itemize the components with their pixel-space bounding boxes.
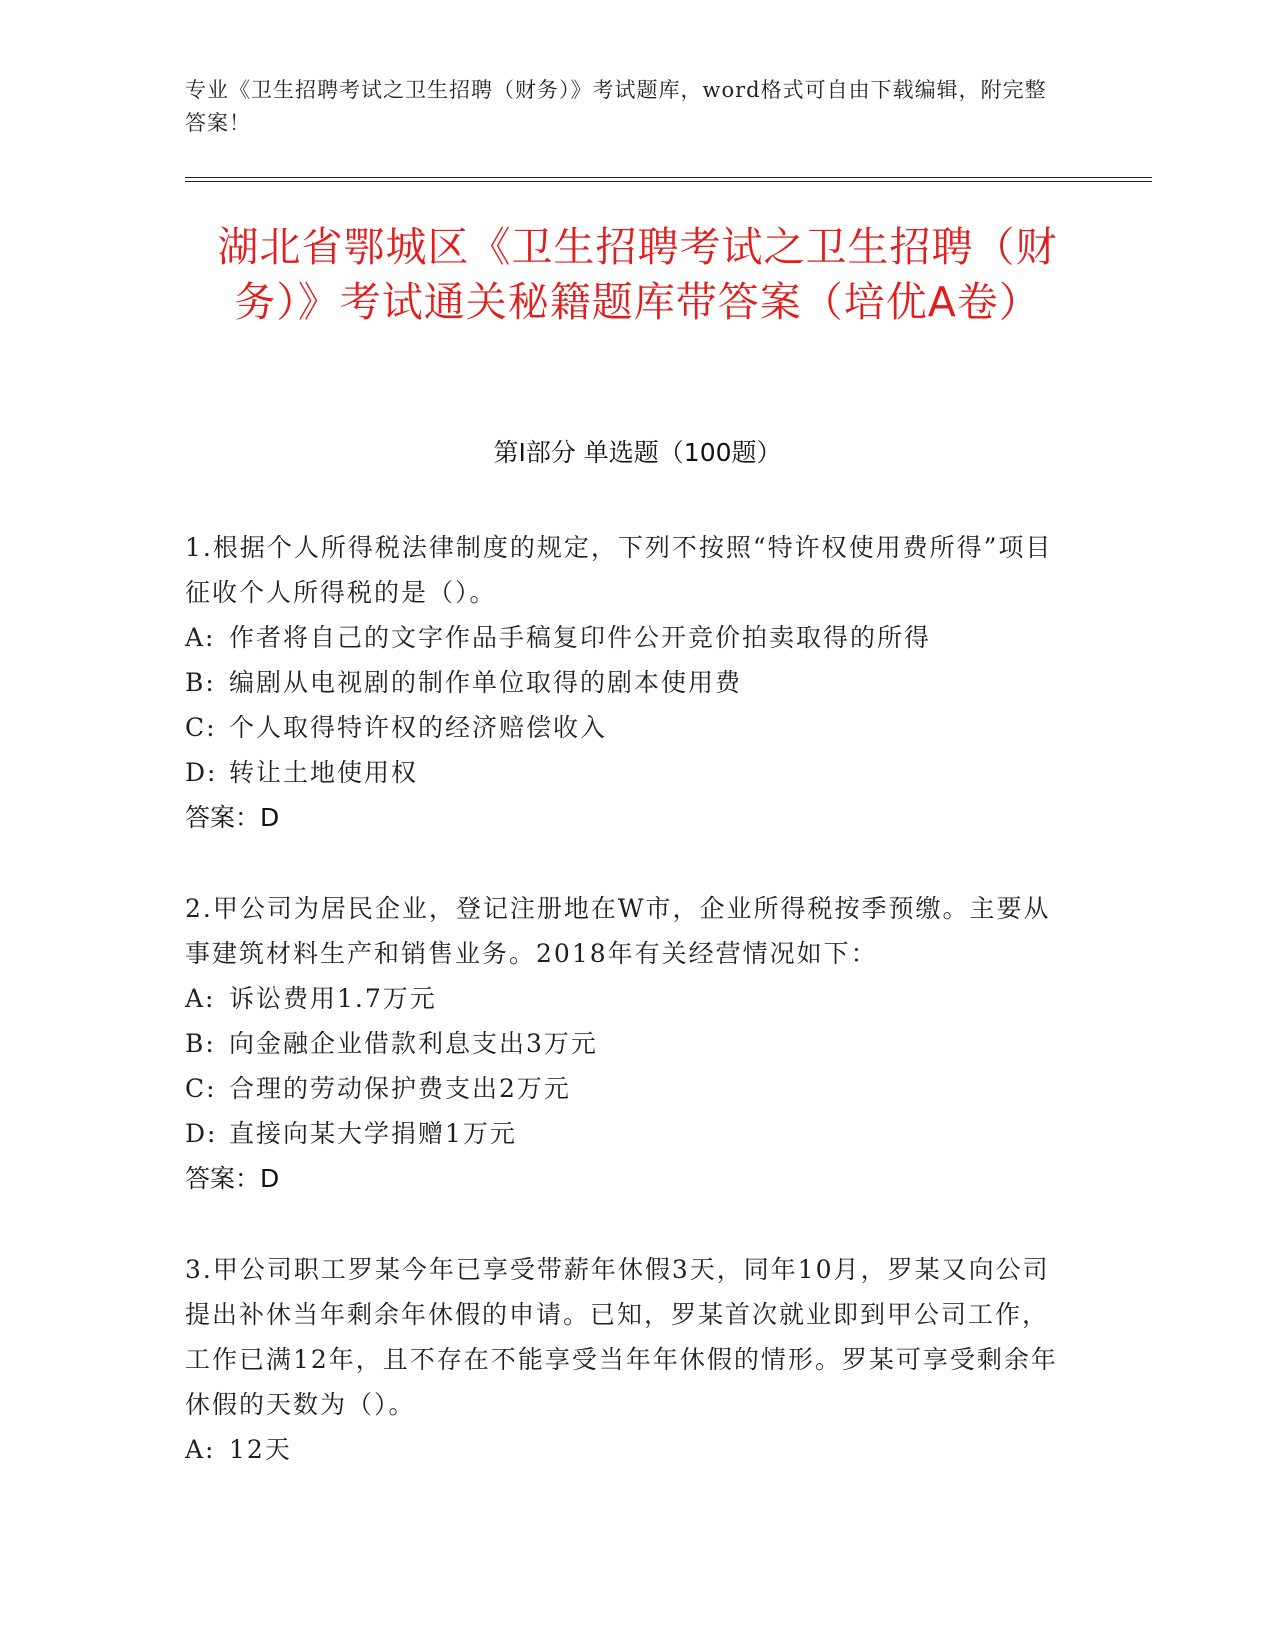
option-text: 作者将自己的文字作品手稿复印件公开竞价拍卖取得的所得 <box>229 623 932 652</box>
option-key: C: <box>185 1074 217 1103</box>
option-key: C: <box>185 713 217 742</box>
question-3 <box>185 1247 1075 1472</box>
option-text: 个人取得特许权的经济赔偿收入 <box>229 713 608 742</box>
option-a <box>185 976 1075 1021</box>
option-text: 编剧从电视剧的制作单位取得的剧本使用费 <box>229 668 743 697</box>
question-2 <box>185 886 1075 1201</box>
option-key: D: <box>185 758 218 787</box>
option-text: 合理的劳动保护费支出2万元 <box>229 1074 571 1103</box>
option-c <box>185 1066 1075 1111</box>
option-key: B: <box>185 668 216 697</box>
document-title: 湖北省鄂城区《卫生招聘考试之卫生招聘（财务）》考试通关秘籍题库带答案（培优A卷） <box>217 223 1058 326</box>
option-b <box>185 660 1075 705</box>
option-d <box>185 750 1075 795</box>
header-divider-secondary <box>185 181 1152 182</box>
option-a <box>185 1427 1075 1472</box>
answer: 答案：D <box>185 803 280 832</box>
option-key: A: <box>185 623 216 652</box>
option-key: A: <box>185 984 216 1013</box>
option-b <box>185 1021 1075 1066</box>
section-title: 第I部分 单选题（100题） <box>493 438 782 467</box>
option-key: A: <box>185 1435 216 1464</box>
question-stem: 2.甲公司为居民企业，登记注册地在W市，企业所得税按季预缴。主要从事建筑材料生产和销售业务。2018年有关经营情况如下： <box>185 894 1051 968</box>
option-key: B: <box>185 1029 216 1058</box>
question-1 <box>185 525 1075 840</box>
question-stem: 1.根据个人所得税法律制度的规定，下列不按照“特许权使用费所得”项目征收个人所得税的是（）。 <box>185 533 1053 607</box>
option-c <box>185 705 1075 750</box>
option-text: 诉讼费用1.7万元 <box>229 984 437 1013</box>
answer: 答案：D <box>185 1164 280 1193</box>
option-key: D: <box>185 1119 218 1148</box>
option-d <box>185 1111 1075 1156</box>
header-divider <box>185 177 1152 178</box>
option-text: 直接向某大学捐赠1万元 <box>229 1119 517 1148</box>
option-a <box>185 615 1075 660</box>
question-list <box>185 525 1075 1518</box>
header-note: 专业《卫生招聘考试之卫生招聘（财务）》考试题库，word格式可自由下载编辑，附完整答案！ <box>185 78 1047 135</box>
option-text: 转让土地使用权 <box>229 758 419 787</box>
option-text: 12天 <box>229 1435 292 1464</box>
option-text: 向金融企业借款利息支出3万元 <box>229 1029 598 1058</box>
question-stem: 3.甲公司职工罗某今年已享受带薪年休假3天，同年10月，罗某又向公司提出补休当年剩余年休假的申请。已知，罗某首次就业即到甲公司工作，工作已满12年，且不存在不能享受当年年休假的情形。罗某可享受剩余年休假的天数为（）。 <box>185 1255 1058 1419</box>
